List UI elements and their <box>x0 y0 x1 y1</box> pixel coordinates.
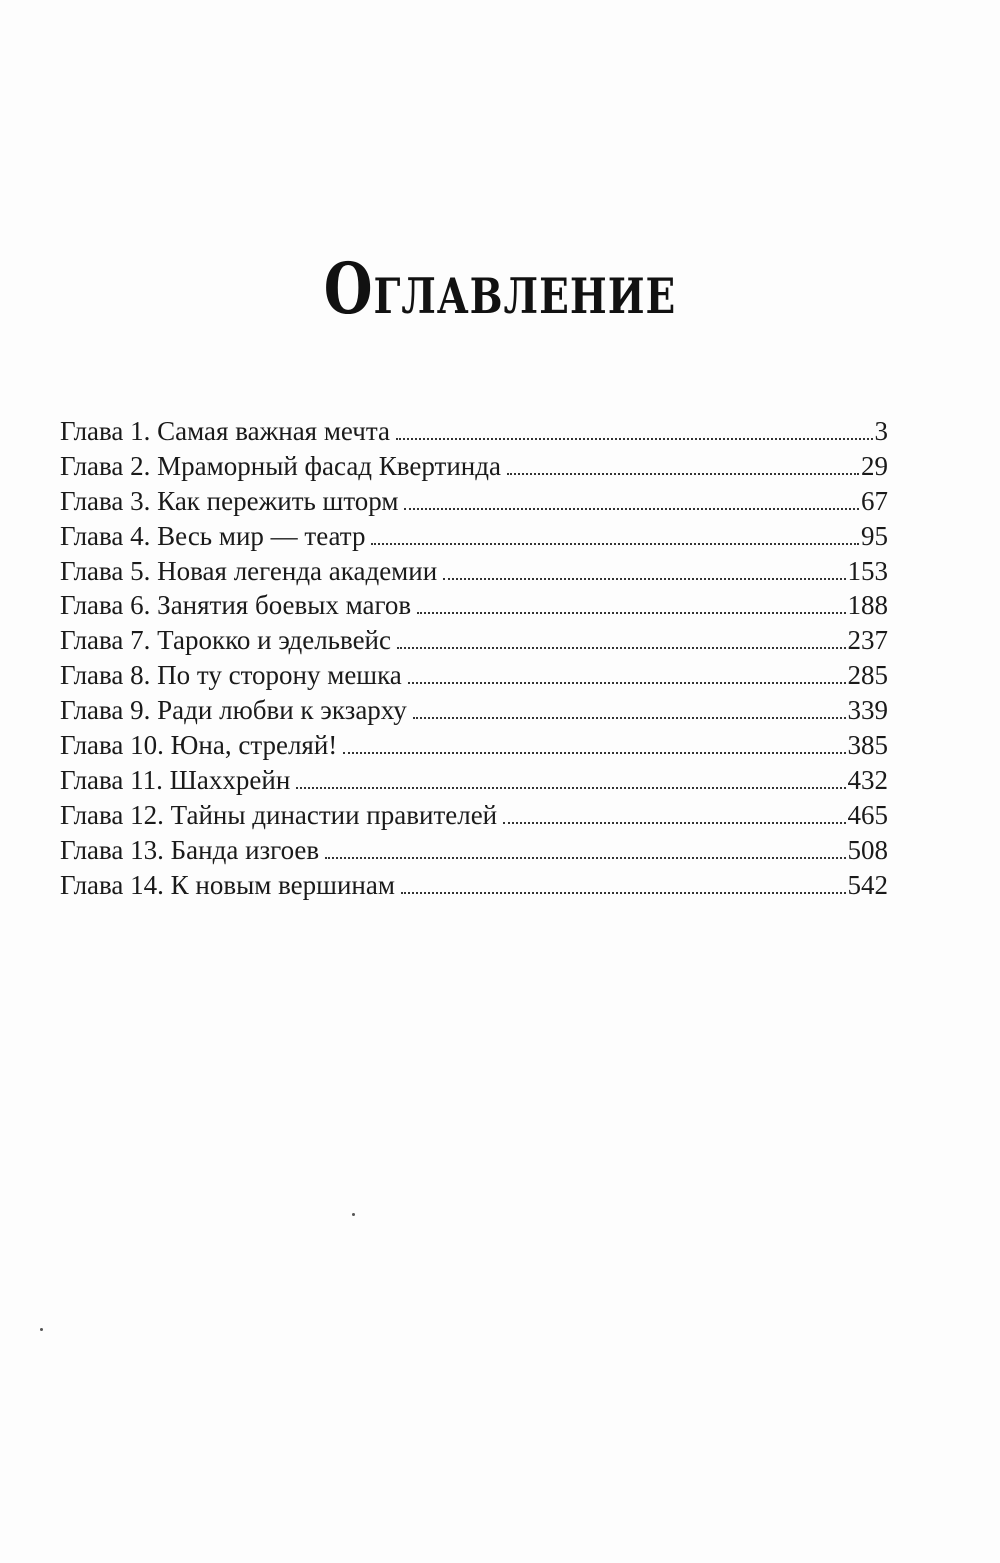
toc-entry-title: Глава 5. Новая легенда академии <box>60 555 438 586</box>
dot-leader <box>396 437 873 440</box>
toc-entry-title: Глава 14. К новым вершинам <box>60 869 395 900</box>
toc-entry-page: 29 <box>861 450 888 481</box>
dot-leader <box>371 542 859 545</box>
toc-entry <box>60 693 888 728</box>
toc-entry-page: 95 <box>861 520 888 551</box>
toc-entry <box>60 623 888 658</box>
toc-entry-title: Глава 10. Юна, стреляй! <box>60 730 338 761</box>
toc-entry <box>60 868 888 903</box>
toc-entry <box>60 728 888 763</box>
toc-entry-page: 188 <box>847 590 888 621</box>
dot-leader <box>397 646 846 649</box>
toc-entry <box>60 833 888 868</box>
toc-entry-title: Глава 6. Занятия боевых магов <box>60 590 412 621</box>
toc-entry-title: Глава 8. По ту сторону мешка <box>60 660 402 691</box>
toc-entry-title: Глава 2. Мраморный фасад Квертинда <box>60 450 501 481</box>
toc-entry <box>60 449 888 484</box>
dot-leader <box>343 751 845 754</box>
toc-entry <box>60 554 888 589</box>
toc-entry <box>60 588 888 623</box>
table-of-contents <box>60 414 888 902</box>
toc-entry-page: 432 <box>847 764 888 795</box>
toc-entry-page: 542 <box>847 869 888 900</box>
toc-entry-page: 385 <box>847 730 888 761</box>
toc-entry-page: 339 <box>847 695 888 726</box>
toc-entry-title: Глава 9. Ради любви к экзарху <box>60 695 407 726</box>
toc-entry <box>60 763 888 798</box>
toc-entry-title: Глава 7. Тарокко и эдельвейс <box>60 625 391 656</box>
toc-entry-title: Глава 3. Как пережить шторм <box>60 485 399 516</box>
toc-entry-page: 67 <box>861 485 888 516</box>
toc-entry-page: 508 <box>847 834 888 865</box>
dot-leader <box>503 821 845 824</box>
dot-leader <box>296 786 845 789</box>
toc-entry-title: Глава 11. Шаххрейн <box>60 764 291 795</box>
dot-leader <box>417 611 845 614</box>
toc-entry <box>60 414 888 449</box>
toc-entry <box>60 798 888 833</box>
toc-entry <box>60 658 888 693</box>
toc-entry-title: Глава 4. Весь мир — театр <box>60 520 366 551</box>
toc-entry-page: 153 <box>847 555 888 586</box>
dot-leader <box>443 577 845 580</box>
print-speck <box>40 1328 43 1331</box>
toc-entry <box>60 519 888 554</box>
toc-entry <box>60 484 888 519</box>
toc-entry-title: Глава 13. Банда изгоев <box>60 834 320 865</box>
toc-entry-page: 237 <box>847 625 888 656</box>
dot-leader <box>404 507 859 510</box>
dot-leader <box>413 716 846 719</box>
toc-entry-page: 285 <box>847 660 888 691</box>
print-speck <box>352 1213 355 1216</box>
toc-entry-title: Глава 1. Самая важная мечта <box>60 416 390 446</box>
page-title: Оглавление <box>323 248 677 331</box>
toc-entry-title: Глава 12. Тайны династии правителей <box>60 799 498 830</box>
dot-leader <box>507 472 859 475</box>
toc-entry-page: 465 <box>847 799 888 830</box>
dot-leader <box>408 681 846 684</box>
dot-leader <box>401 891 846 894</box>
dot-leader <box>325 856 845 859</box>
toc-entry-page: 3 <box>874 416 888 446</box>
